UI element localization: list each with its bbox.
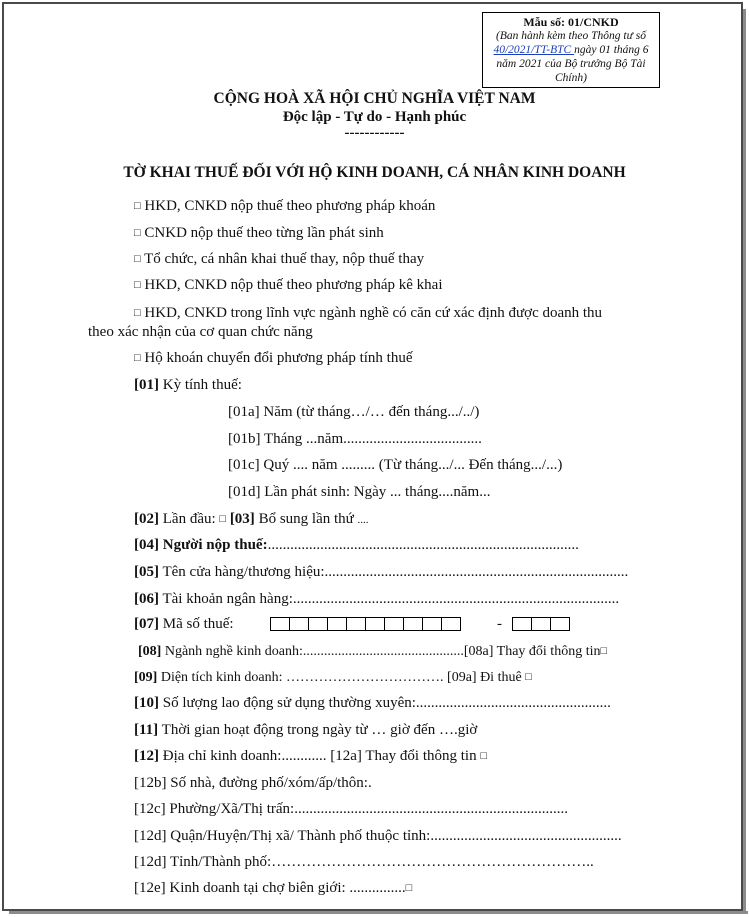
checkbox-icon[interactable]: □ (134, 200, 141, 212)
digit-box[interactable] (308, 617, 328, 631)
field-label: Diện tích kinh doanh: ……………………………. [09a] Đi thuê (157, 670, 526, 685)
checkbox-icon[interactable]: □ (134, 227, 141, 239)
field-01d[interactable]: [01d] Lần phát sinh: Ngày ... tháng....năm... (228, 484, 491, 500)
field-label: Số lượng lao động sử dụng thường xuyên:.................................................... (159, 695, 611, 711)
field-label: [12e] Kinh doanh tại chợ biên giới: ............... (134, 880, 406, 896)
checkbox-icon[interactable]: □ (134, 253, 141, 265)
option-khai-thay[interactable] (134, 251, 424, 268)
field-code: [07] (134, 616, 159, 632)
field-12e[interactable] (134, 880, 412, 897)
field-06[interactable] (134, 591, 619, 608)
field-01b[interactable]: [01b] Tháng ...năm..................................... (228, 431, 482, 447)
option-label: Hộ khoán chuyển đổi phương pháp tính thuế (144, 350, 413, 366)
field-01c[interactable]: [01c] Quý .... năm ......... (Từ tháng.../... Đến tháng.../...) (228, 457, 563, 473)
field-12b[interactable]: [12b] Số nhà, đường phố/xóm/ấp/thôn:. (134, 775, 372, 791)
field-label: Lần đầu: (159, 511, 220, 527)
motto: Độc lập - Tự do - Hạnh phúc (282, 109, 467, 125)
checkbox-icon[interactable]: □ (134, 307, 141, 319)
field-09[interactable] (134, 670, 532, 686)
field-label: Địa chỉ kinh doanh:............ [12a] Thay đổi thông tin (159, 748, 481, 764)
field-04[interactable] (134, 537, 579, 554)
digit-box[interactable] (422, 617, 442, 631)
field-code: [05] (134, 564, 159, 580)
field-dots[interactable]: .... (357, 514, 369, 526)
digit-box[interactable] (289, 617, 309, 631)
field-label: Tài khoản ngân hàng:....................................................................................... (159, 591, 620, 607)
digit-box[interactable] (550, 617, 570, 631)
form-note (483, 29, 659, 85)
option-label: Tổ chức, cá nhân khai thuế thay, nộp thuế thay (144, 251, 425, 267)
option-chuyen-doi[interactable] (134, 350, 413, 367)
field-code: [12] (134, 748, 159, 764)
tax-code-suffix-boxes[interactable] (512, 617, 569, 633)
header-divider: ------------ (344, 125, 405, 141)
checkbox-icon[interactable]: □ (134, 352, 141, 364)
field-11[interactable] (134, 722, 477, 739)
field-code: [11] (134, 722, 159, 738)
field-label: Ngành nghề kinh doanh:..............................................[08a] Thay đổi thông tin (161, 644, 601, 659)
digit-box[interactable] (441, 617, 461, 631)
field-label: Bổ sung lần thứ (254, 511, 358, 527)
field-12c[interactable]: [12c] Phường/Xã/Thị trấn:......................................................................... (134, 801, 568, 817)
checkbox-icon[interactable]: □ (134, 279, 141, 291)
field-08[interactable] (138, 644, 607, 660)
form-number: Mẫu số: 01/CNKD (523, 15, 619, 29)
field-01a[interactable]: [01a] Năm (từ tháng…/… đến tháng.../../) (228, 404, 480, 420)
option-khoan[interactable] (134, 198, 435, 215)
field-label: Thời gian hoạt động trong ngày từ … giờ đến ….giờ (158, 722, 478, 738)
country-name: CỘNG HOÀ XÃ HỘI CHỦ NGHĨA VIỆT NAM (213, 90, 536, 107)
tax-code-boxes[interactable] (270, 617, 460, 633)
field-label: Kỳ tính thuế: (159, 377, 242, 393)
digit-box[interactable] (346, 617, 366, 631)
form-title: TỜ KHAI THUẾ ĐỐI VỚI HỘ KINH DOANH, CÁ NHÂN KINH DOANH (123, 164, 626, 181)
field-code: [02] (134, 511, 159, 527)
field-code: [08] (138, 644, 162, 659)
digit-box[interactable] (327, 617, 347, 631)
field-code: [09] (134, 670, 158, 685)
checkbox-icon[interactable]: □ (525, 671, 532, 683)
field-02-03 (134, 511, 369, 528)
field-code: [10] (134, 695, 159, 711)
field-12d-district[interactable]: [12d] Quận/Huyện/Thị xã/ Thành phố thuộc tỉnh:................................................... (134, 828, 622, 844)
option-label: CNKD nộp thuế theo từng lần phát sinh (144, 225, 384, 241)
form-note-prefix: (Ban hành kèm theo Thông tư số (495, 30, 646, 42)
digit-box[interactable] (270, 617, 290, 631)
field-label: Mã số thuế: (159, 616, 234, 632)
field-12d-province[interactable]: [12d] Tỉnh/Thành phố:……………………………………………………….. (134, 854, 594, 870)
form-number-box (482, 12, 660, 88)
field-code: [06] (134, 591, 159, 607)
digit-box[interactable] (531, 617, 551, 631)
digit-box[interactable] (403, 617, 423, 631)
checkbox-icon[interactable]: □ (600, 645, 608, 657)
option-label: HKD, CNKD nộp thuế theo phương pháp kê khai (144, 277, 443, 293)
digit-box[interactable] (384, 617, 404, 631)
option-ke-khai[interactable] (134, 277, 443, 294)
option-phat-sinh[interactable] (134, 225, 384, 242)
field-label: Tên cửa hàng/thương hiệu:................................................................................. (159, 564, 629, 580)
checkbox-icon[interactable]: □ (219, 513, 227, 525)
digit-box[interactable] (365, 617, 385, 631)
form-note-suffix: ngày 01 tháng 6 năm 2021 của Bộ trưởng Bộ Tài Chính) (496, 44, 649, 84)
checkbox-icon[interactable]: □ (480, 750, 487, 762)
checkbox-icon[interactable]: □ (405, 882, 413, 894)
field-07 (134, 616, 234, 633)
field-code: [03] (229, 511, 255, 527)
field-10[interactable] (134, 695, 611, 712)
option-xac-nhan[interactable] (134, 305, 602, 322)
tax-code-dash: - (497, 616, 502, 632)
field-label: [04] Người nộp thuế: (134, 537, 268, 553)
field-12[interactable] (134, 748, 487, 765)
option-label: HKD, CNKD trong lĩnh vực ngành nghề có căn cứ xác định được doanh thu (144, 305, 603, 321)
digit-box[interactable] (512, 617, 532, 631)
field-dots: ................................................................................... (267, 537, 579, 553)
field-code: [01] (134, 377, 159, 393)
option-label: HKD, CNKD nộp thuế theo phương pháp khoán (144, 198, 436, 214)
circular-link[interactable]: 40/2021/TT-BTC (493, 44, 575, 56)
field-05[interactable] (134, 564, 628, 581)
field-01 (134, 377, 242, 394)
option-xac-nhan-cont: theo xác nhận của cơ quan chức năng (88, 324, 313, 340)
